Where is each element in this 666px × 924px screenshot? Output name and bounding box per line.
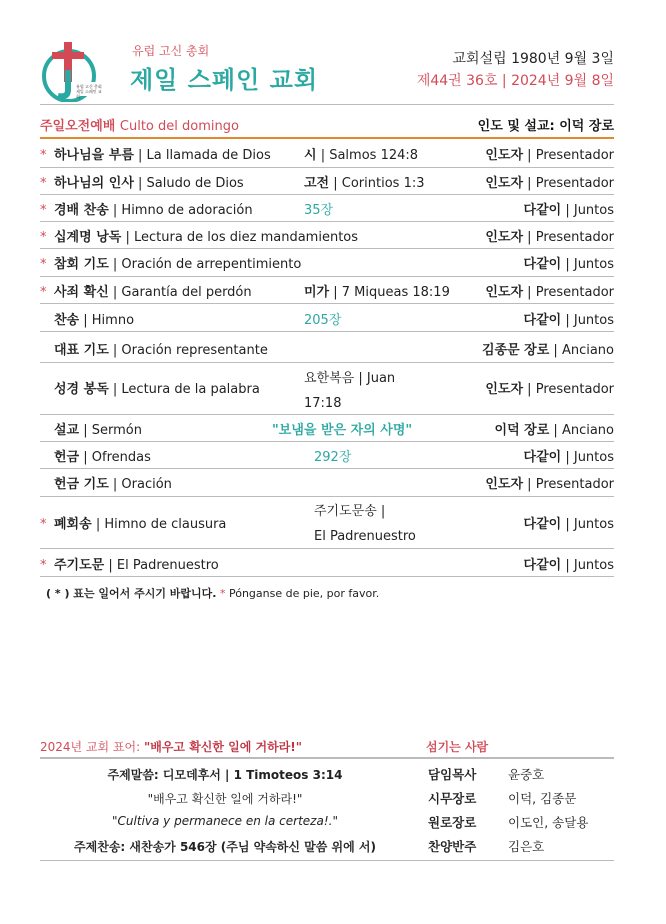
order-item-es: Lectura de los diez mandamientos xyxy=(133,230,359,245)
motto-text: "배우고 확신한 일에 거하라!" xyxy=(144,740,303,754)
star-mark: * xyxy=(40,148,47,163)
leader-ko: 다같이 xyxy=(523,257,562,272)
leader-ko: 김종문 장로 xyxy=(481,343,550,358)
order-item: 찬송 | Himno xyxy=(54,313,135,328)
leader-es: Presentador xyxy=(535,148,614,163)
order-item-ko: 성경 봉독 xyxy=(54,382,109,397)
ref-ko: 시 xyxy=(304,148,317,163)
order-row xyxy=(40,167,614,195)
leader-es: Presentador xyxy=(535,382,614,397)
order-ref: 시 | Salmos 124:8 xyxy=(304,148,419,163)
order-row xyxy=(40,221,614,249)
order-item-es: Lectura de la palabra xyxy=(121,382,260,397)
ref-line-2: El Padrenuestro xyxy=(314,529,416,544)
order-item: 성경 봉독 | Lectura de la palabra xyxy=(54,382,260,397)
servant-name: 이덕, 김종문 xyxy=(508,791,577,806)
order-ref: 고전 | Corintios 1:3 xyxy=(304,176,425,191)
order-leader: 다같이 | Juntos xyxy=(523,517,614,532)
servant-role: 원로장로 xyxy=(428,815,477,830)
servant-name: 윤중호 xyxy=(508,767,545,782)
church-name: 제일 스페인 교회 xyxy=(130,66,318,94)
order-item-es: La llamada de Dios xyxy=(146,148,271,163)
motto-label: 2024년 교회 표어: xyxy=(40,740,144,754)
order-item-es: El Padrenuestro xyxy=(116,558,219,573)
order-item-ko: 하나님을 부름 xyxy=(54,148,134,163)
order-leader: 이덕 장로 | Anciano xyxy=(494,423,614,438)
order-leader: 인도자 | Presentador xyxy=(485,477,614,492)
order-item-es: Oración xyxy=(121,477,172,492)
order-item-es: Himno de adoración xyxy=(121,203,253,218)
order-item-ko: 폐회송 xyxy=(54,517,92,532)
leader-ko: 인도자 xyxy=(485,148,524,163)
order-ref xyxy=(304,366,395,416)
servant-role: 담임목사 xyxy=(428,767,477,782)
star-mark: * xyxy=(40,230,47,245)
order-item-ko: 헌금 xyxy=(54,450,80,465)
order-row xyxy=(40,248,614,277)
order-row xyxy=(40,276,614,304)
order-item-ko: 대표 기도 xyxy=(54,343,109,358)
leader-es: Presentador xyxy=(535,230,614,245)
church-logo xyxy=(38,40,100,102)
star-mark: * xyxy=(40,517,47,532)
preacher-label: 인도 및 설교: 이덕 장로 xyxy=(477,119,614,134)
leader-es: Juntos xyxy=(573,257,614,272)
order-leader: 인도자 | Presentador xyxy=(485,230,614,245)
order-item-ko: 사죄 확신 xyxy=(54,285,109,300)
order-leader: 다같이 | Juntos xyxy=(523,257,614,272)
leader-es: Juntos xyxy=(573,450,614,465)
order-item-ko: 십계명 낭독 xyxy=(54,230,122,245)
verse-ko: "배우고 확신한 일에 거하라!" xyxy=(147,792,303,806)
leader-es: Juntos xyxy=(573,203,614,218)
order-leader: 다같이 | Juntos xyxy=(523,558,614,573)
footer-divider xyxy=(40,860,614,861)
star-mark: * xyxy=(40,558,47,573)
order-item-ko: 경배 찬송 xyxy=(54,203,109,218)
order-row xyxy=(40,414,614,442)
order-leader: 다같이 | Juntos xyxy=(523,313,614,328)
star-mark: * xyxy=(40,176,47,191)
order-ref xyxy=(314,499,416,549)
leader-ko: 다같이 xyxy=(523,517,562,532)
leader-ko: 인도자 xyxy=(485,477,524,492)
ref-line-1: 주기도문송 | xyxy=(314,504,386,519)
note-star: * xyxy=(219,587,226,600)
order-item: * 주기도문 | El Padrenuestro xyxy=(40,558,219,573)
theme-verse: 주제말씀: 디모데후서 | 1 Timoteos 3:14 xyxy=(107,768,343,782)
order-item: 설교 | Sermón xyxy=(54,423,143,438)
order-row xyxy=(40,548,614,577)
leader-ko: 인도자 xyxy=(485,176,524,191)
ref-es: Salmos 124:8 xyxy=(329,148,419,163)
header-divider xyxy=(40,104,614,105)
order-item-es: Ofrendas xyxy=(91,450,151,465)
order-item-es: Sermón xyxy=(91,423,143,438)
note-ko: ( * ) 표는 일어서 주시기 바랍니다. xyxy=(46,587,217,600)
order-item-es: Oración representante xyxy=(121,343,268,358)
leader-es: Anciano xyxy=(561,343,614,358)
order-item: * 하나님을 부름 | La llamada de Dios xyxy=(40,148,271,163)
order-item: * 참회 기도 | Oración de arrepentimiento xyxy=(40,257,302,272)
ref-ko: 고전 xyxy=(304,176,330,191)
ref-es: Corintios 1:3 xyxy=(341,176,425,191)
order-row xyxy=(40,468,614,497)
leader-es: Presentador xyxy=(535,285,614,300)
star-mark: * xyxy=(40,285,47,300)
order-item: * 사죄 확신 | Garantía del perdón xyxy=(40,285,252,300)
order-leader: 인도자 | Presentador xyxy=(485,148,614,163)
order-item-es: Himno xyxy=(91,313,135,328)
order-row xyxy=(40,441,614,469)
founded-date: 교회설립 1980년 9월 3일 xyxy=(452,51,614,67)
church-motto xyxy=(40,738,302,755)
order-leader: 김종문 장로 | Anciano xyxy=(481,343,614,358)
star-mark: * xyxy=(40,257,47,272)
order-item-es: Saludo de Dios xyxy=(146,176,244,191)
leader-ko: 인도자 xyxy=(485,230,524,245)
order-item: * 경배 찬송 | Himno de adoración xyxy=(40,203,253,218)
service-title xyxy=(40,115,239,134)
org-name: 유럽 고신 총회 xyxy=(132,44,210,58)
order-row xyxy=(40,194,614,222)
order-leader: 인도자 | Presentador xyxy=(485,285,614,300)
ref-line-1: 요한복음 | Juan xyxy=(304,371,396,386)
order-item-es: Oración de arrepentimiento xyxy=(121,257,302,272)
leader-es: Presentador xyxy=(535,176,614,191)
servant-role: 시무장로 xyxy=(428,791,477,806)
order-item-ko: 하나님의 인사 xyxy=(54,176,134,191)
leader-ko: 다같이 xyxy=(523,558,562,573)
order-row xyxy=(40,331,614,363)
order-row xyxy=(40,303,614,332)
servant-name: 김은호 xyxy=(508,839,545,854)
issue-info: 제44권 36호 | 2024년 9월 8일 xyxy=(416,73,614,89)
leader-ko: 다같이 xyxy=(523,203,562,218)
leader-es: Juntos xyxy=(573,313,614,328)
leader-ko: 다같이 xyxy=(523,313,562,328)
order-row xyxy=(40,496,614,549)
star-mark: * xyxy=(40,203,47,218)
leader-ko: 인도자 xyxy=(485,382,524,397)
order-item-ko: 주기도문 xyxy=(54,558,105,573)
order-item: * 폐회송 | Himno de clausura xyxy=(40,517,227,532)
order-item: * 하나님의 인사 | Saludo de Dios xyxy=(40,176,244,191)
order-item-ko: 찬송 xyxy=(54,313,80,328)
service-divider xyxy=(40,137,614,139)
leader-ko: 다같이 xyxy=(523,450,562,465)
verse-es: "Cultiva y permanece en la certeza!." xyxy=(112,814,338,828)
servants-title: 섬기는 사람 xyxy=(426,740,489,754)
order-item-es: Garantía del perdón xyxy=(121,285,252,300)
order-ref: 205장 xyxy=(304,313,342,328)
sermon-title: "보냄을 받은 자의 사명" xyxy=(272,423,413,438)
ref-line-2: 17:18 xyxy=(304,396,342,411)
leader-ko: 인도자 xyxy=(485,285,524,300)
servant-role: 찬양반주 xyxy=(428,839,477,854)
order-ref: 35장 xyxy=(304,203,334,218)
order-item-es: Himno de clausura xyxy=(104,517,227,532)
standing-note xyxy=(46,585,379,601)
order-item: 헌금 | Ofrendas xyxy=(54,450,151,465)
servant-name: 이도인, 송달용 xyxy=(508,815,589,830)
service-title-ko: 주일오전예배 xyxy=(40,119,116,134)
theme-hymn: 주제찬송: 새찬송가 546장 (주님 약속하신 말씀 위에 서) xyxy=(74,840,376,854)
order-leader: 다같이 | Juntos xyxy=(523,450,614,465)
order-row xyxy=(40,362,614,415)
ref-ko: 미가 xyxy=(304,285,330,300)
order-ref: 미가 | 7 Miqueas 18:19 xyxy=(304,285,450,300)
logo-caption: 유럽 고신 총회 제일 스페인 교회 xyxy=(76,84,102,99)
order-item-ko: 설교 xyxy=(54,423,80,438)
order-item-ko: 참회 기도 xyxy=(54,257,109,272)
order-leader: 인도자 | Presentador xyxy=(485,176,614,191)
order-leader: 인도자 | Presentador xyxy=(485,382,614,397)
order-item: * 십계명 낭독 | Lectura de los diez mandamientos xyxy=(40,230,359,245)
order-ref: 292장 xyxy=(314,450,352,465)
order-row xyxy=(40,140,614,168)
leader-es: Juntos xyxy=(573,517,614,532)
service-title-es: Culto del domingo xyxy=(119,119,239,134)
leader-ko: 이덕 장로 xyxy=(494,423,550,438)
order-item: 헌금 기도 | Oración xyxy=(54,477,172,492)
ref-es: 7 Miqueas 18:19 xyxy=(341,285,450,300)
leader-es: Juntos xyxy=(573,558,614,573)
order-item-ko: 헌금 기도 xyxy=(54,477,109,492)
order-item: 대표 기도 | Oración representante xyxy=(54,343,268,358)
leader-es: Presentador xyxy=(535,477,614,492)
leader-es: Anciano xyxy=(561,423,614,438)
bottom-divider xyxy=(40,757,614,759)
note-es: Pónganse de pie, por favor. xyxy=(228,587,380,600)
order-leader: 다같이 | Juntos xyxy=(523,203,614,218)
